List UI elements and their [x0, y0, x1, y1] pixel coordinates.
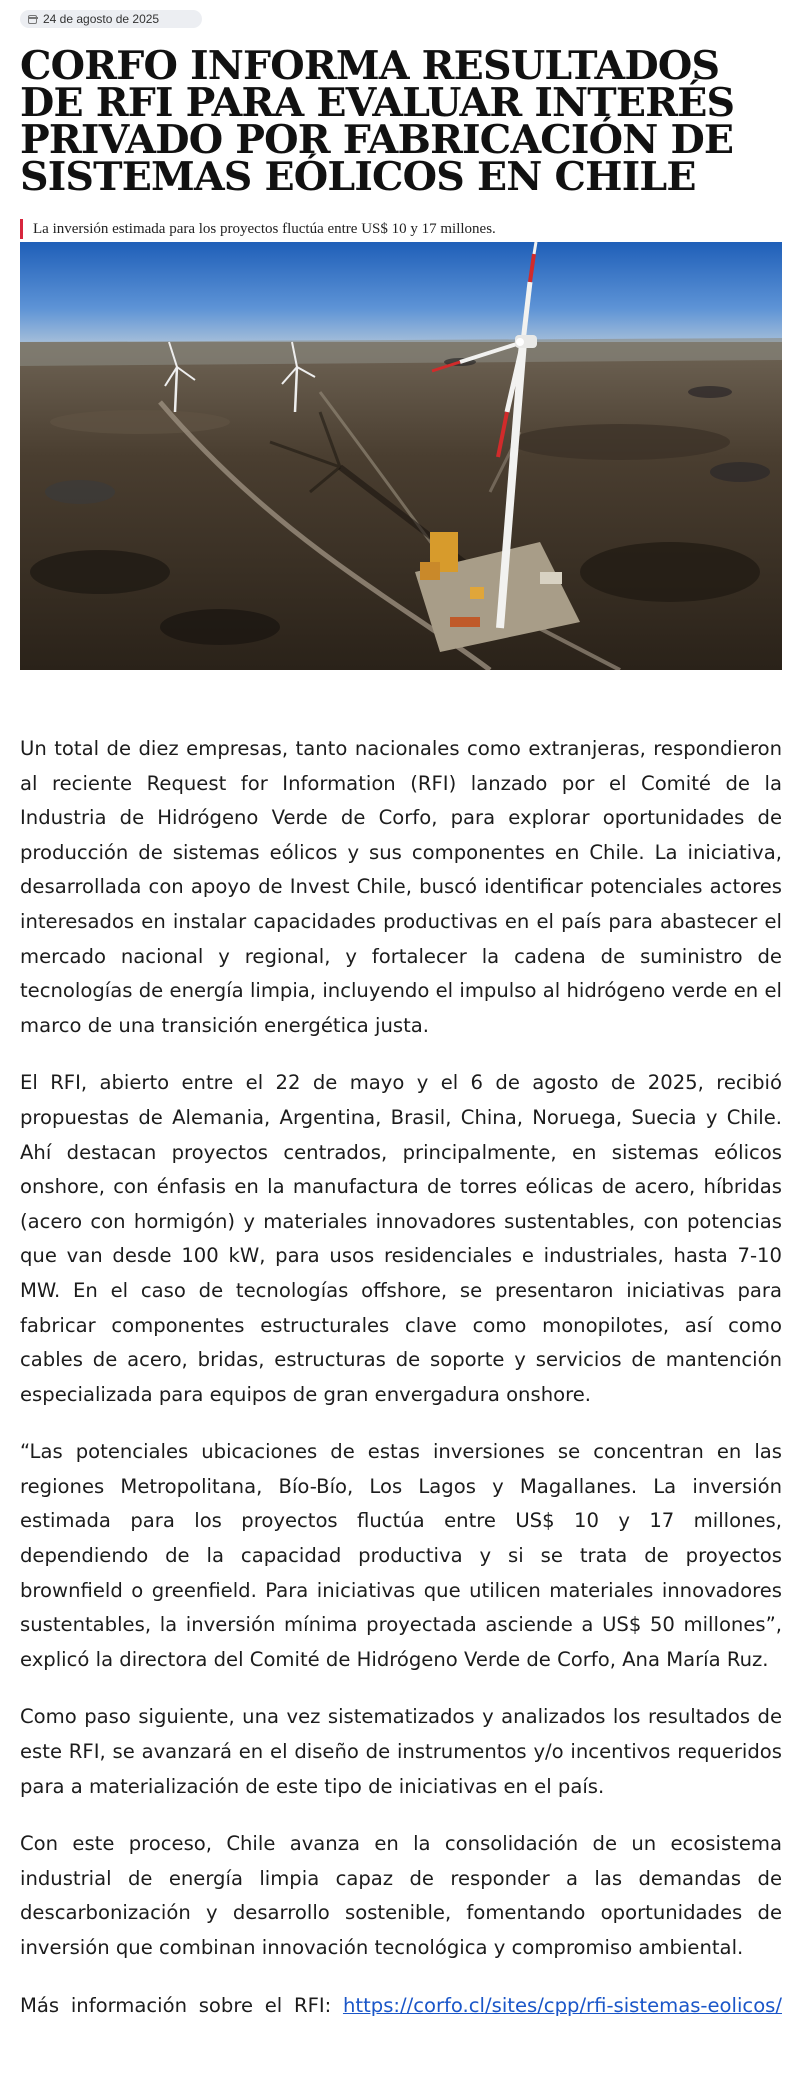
- rfi-link[interactable]: https://corfo.cl/sites/cpp/rfi-sistemas-eolicos/: [342, 1993, 782, 2017]
- calendar-icon: [28, 15, 37, 24]
- article-paragraph: Con este proceso, Chile avanza en la consolidación de un ecosistema industrial de energía limpia capaz de responder a las demandas de descarbonización y desarrollo sostenible, fomentando oportunidades de inversión que combinan innovación tecnológica y compromiso ambiental.: [20, 1832, 782, 1959]
- article-body: [20, 732, 782, 2023]
- date-badge: [20, 10, 202, 28]
- article-paragraph: Un total de diez empresas, tanto nacionales como extranjeras, respondieron al reciente Request for Information (RFI) lanzado por el Comité de la Industria de Hidrógeno Verde de Corfo, para explorar oportunidades de producción de sistemas eólicos y sus componentes en Chile. La iniciativa, desarrollada con apoyo de Invest Chile, buscó identificar potenciales actores interesados en instalar capacidades productivas en el país para abastecer el mercado nacional y regional, y fortalecer la cadena de suministro de tecnologías de energía limpia, incluyendo el impulso al hidrógeno verde en el marco de una transición energética justa.: [20, 737, 782, 1037]
- article-paragraph: Como paso siguiente, una vez sistematizados y analizados los resultados de este RFI, se avanzará en el diseño de instrumentos y/o incentivos requeridos para a materialización de este tipo de iniciativas en el país.: [20, 1705, 782, 1798]
- hero-image-wind-farm: [20, 242, 782, 670]
- more-info-line: [20, 1989, 782, 2024]
- article-date: 24 de agosto de 2025: [43, 12, 160, 26]
- article-paragraph: El RFI, abierto entre el 22 de mayo y el 6 de agosto de 2025, recibió propuestas de Alemania, Argentina, Brasil, China, Noruega, Suecia y Chile. Ahí destacan proyectos centrados, principalmente, en sistemas eólicos onshore, con énfasis en la manufactura de torres eólicas de acero, híbridas (acero con hormigón) y materiales innovadores sustentables, con potencias que van desde 100 kW, para usos residenciales e industriales, hasta 7-10 MW. En el caso de tecnologías offshore, se presentaron iniciativas para fabricar componentes estructurales clave como monopilotes, así como cables de acero, bridas, estructuras de soporte y servicios de mantención especializada para equipos de gran envergadura onshore.: [20, 1071, 782, 1406]
- article-title: CORFO INFORMA RESULTADOS DE RFI PARA EVALUAR INTERÉS PRIVADO POR FABRICACIÓN DE SISTEMAS EÓLICOS EN CHILE: [20, 43, 735, 200]
- more-info-label: Más información sobre el RFI:: [20, 1993, 332, 2017]
- article-paragraph: “Las potenciales ubicaciones de estas inversiones se concentran en las regiones Metropolitana, Bío-Bío, Los Lagos y Magallanes. La inversión estimada para los proyectos fluctúa entre US$ 10 y 17 millones, dependiendo de la capacidad productiva y si se trata de proyectos brownfield o greenfield. Para iniciativas que utilicen materiales innovadores sustentables, la inversión mínima proyectada asciende a US$ 50 millones”, explicó la directora del Comité de Hidrógeno Verde de Corfo, Ana María Ruz.: [20, 1440, 782, 1671]
- article-subtitle: La inversión estimada para los proyectos fluctúa entre US$ 10 y 17 millones.: [20, 219, 496, 239]
